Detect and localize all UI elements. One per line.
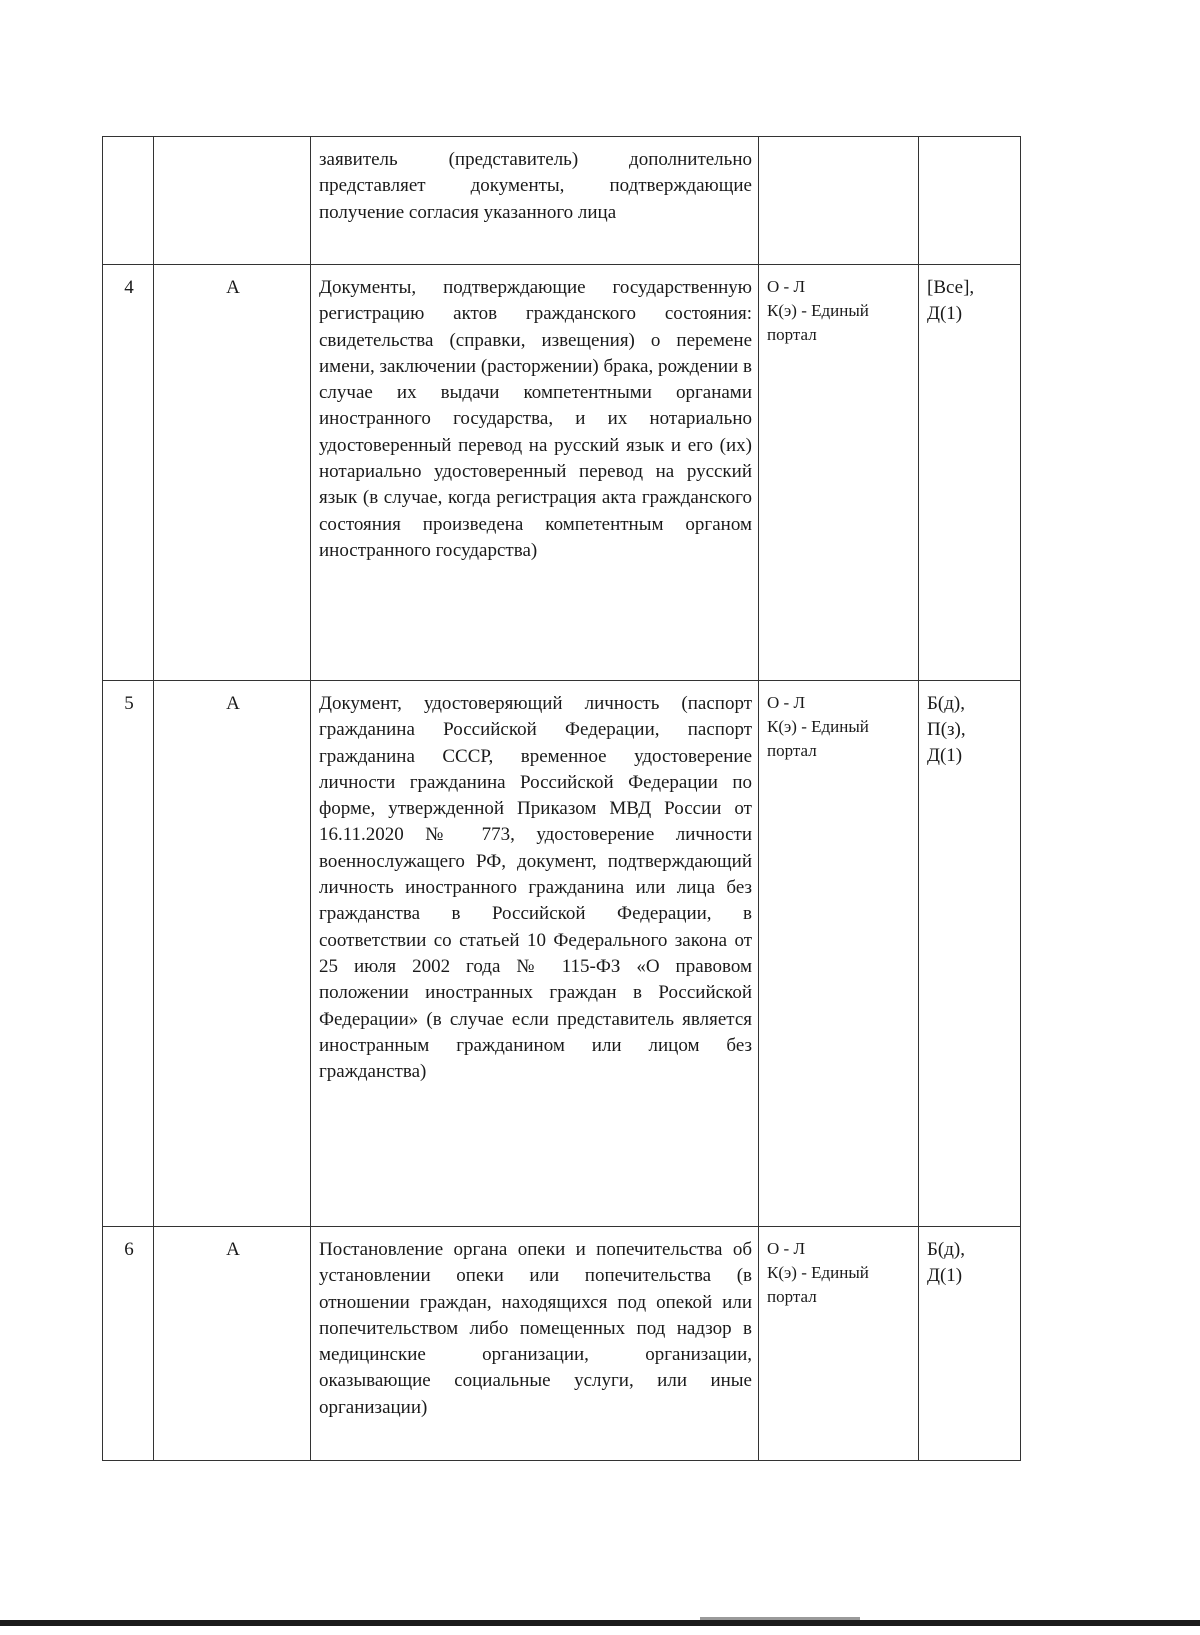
row-number <box>103 137 154 265</box>
row-form <box>759 681 919 1227</box>
code-line: Д(1) <box>927 1265 963 1286</box>
row-category: А <box>154 1227 311 1461</box>
form-line: О - Л <box>767 277 805 296</box>
form-line: К(э) - Единый <box>767 301 869 320</box>
form-line: О - Л <box>767 1239 805 1258</box>
row-category: А <box>154 265 311 681</box>
row-form <box>759 1227 919 1461</box>
table-row <box>103 265 1021 681</box>
code-line: Д(1) <box>927 745 963 766</box>
row-number: 4 <box>103 265 154 681</box>
documents-table <box>102 136 1021 1461</box>
row-number: 5 <box>103 681 154 1227</box>
table-row <box>103 681 1021 1227</box>
scan-bottom-edge <box>0 1620 1200 1626</box>
row-codes <box>919 681 1021 1227</box>
form-line: О - Л <box>767 693 805 712</box>
row-description: Постановление органа опеки и попечительства об установлении опеки или попечительства (в отношении граждан, находящихся под опекой или попечительством либо помещенных под надзор в медицинские организации, организации, оказывающие социальные услуги, или иные организации) <box>311 1227 759 1461</box>
row-description: Документы, подтверждающие государственную регистрацию актов гражданского состояния: свидетельства (справки, извещения) о перемене имени, заключении (расторжении) брака, рождении в случае их выдачи компетентными органами иностранного государства, и их нотариально удостоверенный перевод на русский язык и его (их) нотариально удостоверенный перевод на русский язык (в случае, когда регистрация акта гражданского состояния произведена компетентным органом иностранного государства) <box>311 265 759 681</box>
row-category: А <box>154 681 311 1227</box>
row-form <box>759 137 919 265</box>
row-category <box>154 137 311 265</box>
table-row <box>103 137 1021 265</box>
form-line: портал <box>767 325 817 344</box>
code-line: [Все], <box>927 277 975 298</box>
row-codes <box>919 265 1021 681</box>
row-form <box>759 265 919 681</box>
form-line: портал <box>767 741 817 760</box>
code-line: Б(д), <box>927 693 965 714</box>
code-line: Б(д), <box>927 1239 965 1260</box>
row-description: Документ, удостоверяющий личность (паспорт гражданина Российской Федерации, паспорт гражданина СССР, временное удостоверение личности гражданина Российской Федерации по форме, утвержденной Приказом МВД России от 16.11.2020 № 773, удостоверение личности военнослужащего РФ, документ, подтверждающий личность иностранного гражданина или лица без гражданства в Российской Федерации, в соответствии со статьей 10 Федерального закона от 25 июля 2002 года № 115-ФЗ «О правовом положении иностранных граждан в Российской Федерации» (в случае если представитель является иностранным гражданином или лицом без гражданства) <box>311 681 759 1227</box>
form-line: портал <box>767 1287 817 1306</box>
row-codes <box>919 1227 1021 1461</box>
row-description: заявитель (представитель) дополнительно представляет документы, подтверждающие получение согласия указанного лица <box>311 137 759 265</box>
form-line: К(э) - Единый <box>767 1263 869 1282</box>
code-line: П(з), <box>927 719 966 740</box>
row-number: 6 <box>103 1227 154 1461</box>
code-line: Д(1) <box>927 303 963 324</box>
form-line: К(э) - Единый <box>767 717 869 736</box>
table-row <box>103 1227 1021 1461</box>
row-codes <box>919 137 1021 265</box>
